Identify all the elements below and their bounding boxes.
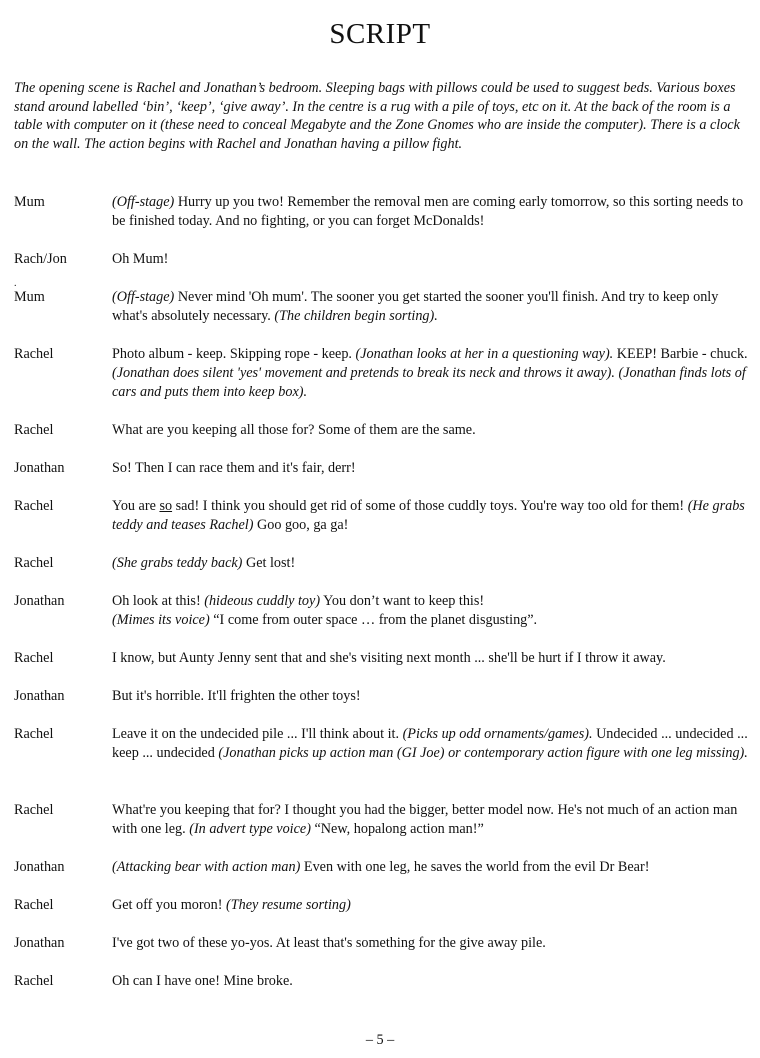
speech-text (112, 421, 752, 440)
dialogue-text: You are (112, 498, 160, 514)
stage-direction: (Jonathan does silent 'yes' movement and pretends to break its neck and throws it away). (Jonathan finds lots of cars and puts them into keep box). (112, 364, 746, 400)
speaker-name: Rachel (14, 650, 54, 666)
stage-direction: (hideous cuddly toy) (204, 593, 321, 609)
dialogue-text: So! Then I can race them and it's fair, derr! (112, 460, 356, 476)
speech-text (112, 345, 752, 401)
dialogue-text: Leave it on the undecided pile ... I'll think about it. (112, 726, 403, 742)
speech-text (112, 288, 752, 326)
speaker-name: Rachel (14, 897, 54, 913)
dialogue-text: Hurry up you two! Remember the removal men are coming early tomorrow, so this sorting needs to be finished today. And no fighting, or you can forget McDonalds! (112, 194, 744, 229)
dialogue-text: Goo goo, ga ga! (253, 516, 349, 533)
speaker-name: Jonathan (14, 859, 65, 875)
dialogue-text: But it's horrible. It'll frighten the other toys! (112, 688, 361, 704)
dialogue-text: I know, but Aunty Jenny sent that and she's visiting next month ... she'll be hurt if I throw it away. (112, 650, 666, 666)
speaker-name: Rachel (14, 422, 54, 438)
dialogue-text: I've got two of these yo-yos. At least that's something for the give away pile. (112, 935, 546, 951)
dialogue-text: Oh look at this! (112, 593, 205, 609)
stage-direction: (Off-stage) (112, 289, 175, 305)
speech-text (112, 725, 752, 763)
dialogue-text: “New, hopalong action man!” (310, 820, 484, 837)
speaker-name: Jonathan (14, 935, 65, 951)
speech-text (112, 459, 752, 478)
stage-directions-intro: The opening scene is Rachel and Jonathan’s bedroom. Sleeping bags with pillows could be used to suggest beds. Various boxes stand around labelled ‘bin’, ‘keep’, ‘give away’. In the centre is a rug with a pile of toys, etc on it. At the back of the room is a table with computer on it (these need to conceal Megabyte and the Zone Gnomes who are inside the computer). There is a clock on the wall. The action begins with Rachel and Jonathan having a pillow fight. (14, 80, 740, 152)
dialogue-text: Never mind 'Oh mum'. The sooner you get started the sooner you'll finish. And try to keep only what's absolutely necessary. (112, 289, 719, 324)
stage-direction: (Jonathan looks at her in a questioning way). (355, 346, 614, 362)
speech-text (112, 193, 752, 231)
speech-text (112, 497, 752, 535)
speech-text (112, 592, 752, 630)
speech-text (112, 858, 752, 877)
dialogue-text: Get off you moron! (112, 897, 227, 913)
stray-mark: . (14, 278, 17, 289)
stage-direction: (Attacking bear with action man) (112, 859, 301, 875)
speech-text (112, 687, 752, 706)
speech-text (112, 972, 752, 991)
stage-direction: (Off-stage) (112, 194, 175, 210)
speech-text (112, 250, 752, 269)
stage-direction: (He grabs teddy and teases Rachel) (112, 498, 745, 533)
speech-text (112, 801, 752, 839)
dialogue-text: Get lost! (242, 555, 296, 571)
dialogue-text: so (159, 498, 173, 514)
stage-direction: (Mimes its voice) (112, 611, 210, 628)
dialogue-text: Oh can I have one! Mine broke. (112, 973, 293, 989)
speaker-name: Mum (14, 194, 45, 210)
speaker-name: Mum (14, 289, 45, 305)
stage-direction: (Picks up odd ornaments/games). (402, 726, 593, 742)
speaker-name: Rachel (14, 555, 54, 571)
stage-direction: (The children begin sorting). (274, 307, 438, 324)
dialogue-text: Oh Mum! (112, 251, 169, 267)
dialogue-text: “I come from outer space … from the planet disgusting”. (209, 611, 538, 628)
dialogue-text: What are you keeping all those for? Some of them are the same. (112, 422, 476, 438)
speech-text (112, 896, 752, 915)
page-number: – 5 – (365, 1032, 395, 1048)
speech-text (112, 554, 752, 573)
speaker-name: Rachel (14, 346, 54, 362)
speaker-name: Rachel (14, 726, 54, 742)
dialogue-text: sad! I think you should get rid of some of those cuddly toys. You're way too old for them! (172, 498, 688, 514)
speaker-name: Jonathan (14, 593, 65, 609)
speaker-name: Rachel (14, 802, 54, 818)
speaker-name: Jonathan (14, 688, 65, 704)
stage-direction: (She grabs teddy back) (112, 555, 243, 571)
speaker-name: Rachel (14, 973, 54, 989)
speech-text (112, 649, 752, 668)
speaker-name: Jonathan (14, 460, 65, 476)
page-title: SCRIPT (329, 18, 431, 50)
speaker-name: Rach/Jon (14, 251, 67, 267)
speaker-name: Rachel (14, 498, 54, 514)
dialogue-text: Even with one leg, he saves the world from the evil Dr Bear! (300, 859, 650, 875)
dialogue-text: KEEP! Barbie - chuck. (613, 346, 748, 362)
dialogue-text: What're you keeping that for? I thought you had the bigger, better model now. He's not much of an action man with one leg. (112, 802, 738, 837)
dialogue-text: You don’t want to keep this! (320, 593, 485, 609)
stage-direction: (Jonathan picks up action man (GI Joe) or contemporary action figure with one leg missing). (218, 744, 748, 761)
speech-text (112, 934, 752, 953)
dialogue-text: Photo album - keep. Skipping rope - keep. (112, 346, 356, 362)
stage-direction: (In advert type voice) (189, 820, 311, 837)
stage-direction: (They resume sorting) (226, 897, 351, 913)
dialogue-text: Undecided ... undecided ... keep ... undecided (112, 726, 748, 761)
